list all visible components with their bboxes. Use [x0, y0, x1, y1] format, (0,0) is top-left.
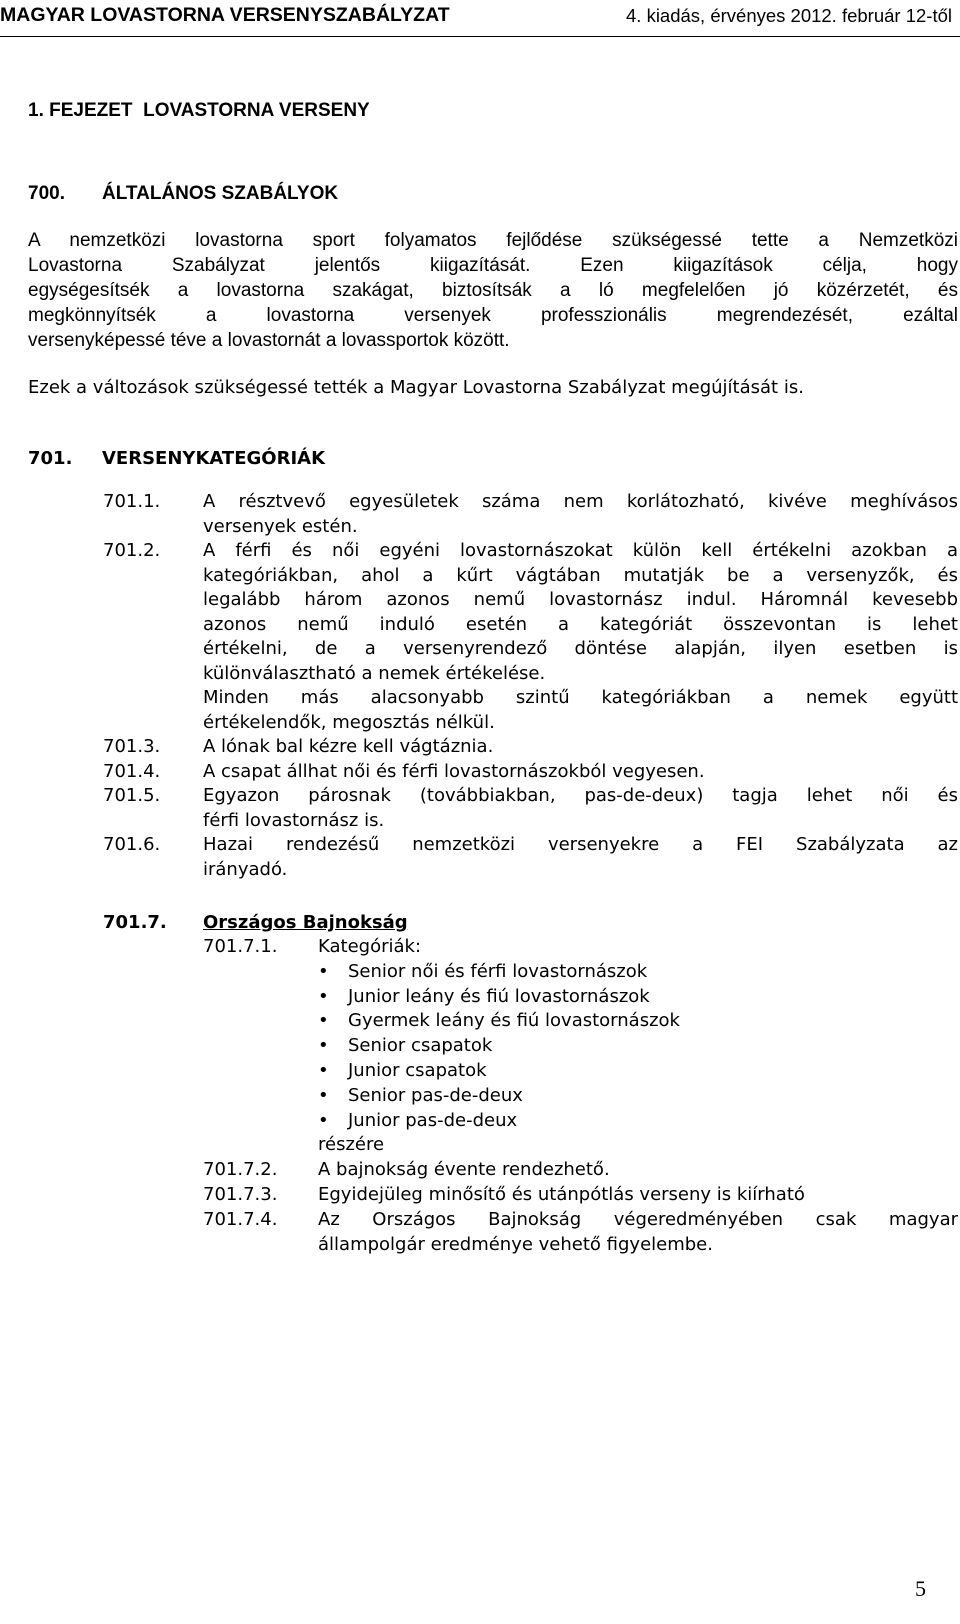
rule-item: [103, 784, 958, 833]
categories-label: Kategóriák:: [318, 936, 422, 957]
subrule-701-7-1: [203, 935, 958, 1133]
subrule-701-7-1-tail: [203, 1133, 958, 1158]
categories-tail: részére: [318, 1134, 385, 1156]
rule-text: [203, 833, 958, 882]
rule-item: [103, 490, 958, 539]
subrule-701-7-3: [203, 1183, 958, 1208]
category-item: [318, 1034, 958, 1059]
subrule-line: állampolgár eredménye vehető figyelembe.: [318, 1233, 713, 1255]
header-rule: [0, 36, 960, 37]
rule-number: 701.4.: [103, 760, 161, 782]
rule-line: versenyek estén.: [203, 515, 358, 537]
edition-info: 4. kiadás, érvényes 2012. február 12-től: [626, 5, 952, 26]
page-header: [0, 4, 960, 34]
section-700-heading: [28, 183, 338, 205]
subrule-number: 701.7.2.: [203, 1159, 278, 1181]
category-label: Junior csapatok: [348, 1059, 487, 1081]
rule-line: Egyazon párosnak (továbbiakban, pas-de-deux) tagja lehet női és: [203, 785, 958, 806]
rule-item: [103, 735, 958, 760]
section-701-7: [103, 910, 958, 935]
championship-rules: [203, 935, 958, 1257]
page-number: 5: [915, 1576, 926, 1601]
category-label: Junior pas-de-deux: [348, 1109, 518, 1131]
intro-line: Lovastorna Szabályzat jelentős kiigazítását. Ezen kiigazítások célja, hogy: [28, 255, 958, 276]
rule-text: [203, 784, 958, 833]
category-label: Senior csapatok: [348, 1035, 493, 1057]
bullet-icon: •: [318, 1084, 329, 1106]
intro-line: megkönnyítsék a lovastorna versenyek professzionális megrendezését, ezáltal: [28, 305, 958, 326]
subrule-number-spacer: [203, 1133, 318, 1158]
subrule-701-7-2: [203, 1158, 958, 1183]
section-701-heading: [28, 448, 325, 469]
rule-line: értékelendők, megosztás nélkül.: [203, 711, 495, 733]
category-item: [318, 985, 958, 1010]
rule-text: [203, 735, 958, 760]
category-label: Senior női és férfi lovastornászok: [348, 960, 648, 982]
document-title: MAGYAR LOVASTORNA VERSENYSZABÁLYZAT: [0, 4, 450, 26]
subrule-body: [318, 935, 958, 1133]
subrule-body: [318, 1208, 958, 1258]
intro-line: egységesítsék a lovastorna szakágat, biztosítsák a ló megfelelően jó közérzetét, és: [28, 280, 958, 301]
changes-paragraph: Ezek a változások szükségessé tették a Magyar Lovastorna Szabályzat megújítását is.: [28, 377, 804, 398]
category-item: [318, 1009, 958, 1034]
bullet-icon: •: [318, 1035, 329, 1057]
category-item: [318, 1059, 958, 1084]
subrule-701-7-4: [203, 1208, 958, 1258]
rule-item: [103, 760, 958, 785]
rule-number: 701.5.: [103, 785, 161, 806]
category-item: [318, 1109, 958, 1134]
rule-item: [103, 833, 958, 882]
rule-line: A férfi és női egyéni lovastornászokat külön kell értékelni azokban a: [203, 540, 958, 561]
bullet-icon: •: [318, 985, 329, 1007]
rule-text: [203, 760, 958, 785]
rule-text: [203, 490, 958, 539]
rule-line: férfi lovastornász is.: [203, 809, 385, 831]
subrule-number: 701.7.3.: [203, 1183, 278, 1205]
section-700-title: ÁLTALÁNOS SZABÁLYOK: [102, 183, 339, 204]
rule-line: különválasztható a nemek értékelése.: [203, 662, 546, 684]
subrule-number: 701.7.4.: [203, 1208, 278, 1230]
rule-line: Minden más alacsonyabb szintű kategóriákban a nemek együtt: [203, 687, 958, 708]
rule-number: 701.3.: [103, 736, 161, 757]
subrule-text: A bajnokság évente rendezhető.: [318, 1159, 610, 1181]
rule-number: 701.6.: [103, 834, 161, 855]
category-label: Gyermek leány és fiú lovastornászok: [348, 1010, 680, 1032]
subrule-number: 701.7.1.: [203, 936, 278, 957]
rule-line: legalább három azonos nemű lovastornász indul. Háromnál kevesebb: [203, 589, 958, 610]
section-701-7-heading: [103, 910, 958, 935]
rule-line: A lónak bal kézre kell vágtáznia.: [203, 736, 494, 757]
intro-line: A nemzetközi lovastorna sport folyamatos fejlődése szükségessé tette a Nemzetközi: [28, 230, 958, 251]
chapter-heading: 1. FEJEZET LOVASTORNA VERSENY: [28, 100, 370, 121]
category-item: [318, 960, 958, 985]
rule-line: értékelni, de a versenyrendező döntése alapján, ilyen esetben is: [203, 638, 958, 659]
rule-line: kategóriákban, ahol a kűrt vágtában mutatják be a versenyzők, és: [203, 564, 958, 586]
intro-paragraph: [28, 228, 958, 353]
section-701-7-title: Országos Bajnokság: [203, 912, 408, 933]
category-label: Senior pas-de-deux: [348, 1084, 523, 1106]
rule-text: [203, 539, 958, 735]
rule-number: 701.2.: [103, 540, 161, 561]
intro-line: versenyképessé téve a lovastornát a lovassportok között.: [28, 330, 510, 351]
subrule-line: Az Országos Bajnokság végeredményében csak magyar: [318, 1208, 958, 1230]
section-701-number: 701.: [28, 448, 73, 469]
category-label: Junior leány és fiú lovastornászok: [348, 985, 650, 1007]
rule-number: 701.1.: [103, 491, 161, 512]
rule-line: Hazai rendezésű nemzetközi versenyekre a FEI Szabályzata az: [203, 834, 958, 855]
section-701-title: VERSENYKATEGÓRIÁK: [102, 448, 326, 469]
category-list: [318, 960, 958, 1134]
bullet-icon: •: [318, 1109, 329, 1131]
rule-line: irányadó.: [203, 858, 288, 880]
rule-line: A csapat állhat női és férfi lovastornászokból vegyesen.: [203, 760, 705, 782]
subrule-text: Egyidejüleg minősítő és utánpótlás verseny is kiírható: [318, 1183, 805, 1205]
section-700-number: 700.: [28, 183, 65, 204]
rule-item: [103, 539, 958, 735]
bullet-icon: •: [318, 960, 329, 982]
rule-line: azonos nemű induló esetén a kategóriát összevontan is lehet: [203, 613, 958, 635]
bullet-icon: •: [318, 1010, 329, 1032]
bullet-icon: •: [318, 1059, 329, 1081]
category-item: [318, 1084, 958, 1109]
rule-line: A résztvevő egyesületek száma nem korlátozható, kivéve meghívásos: [203, 491, 958, 512]
section-701-7-number: 701.7.: [103, 912, 167, 933]
rule-list: [103, 490, 958, 882]
